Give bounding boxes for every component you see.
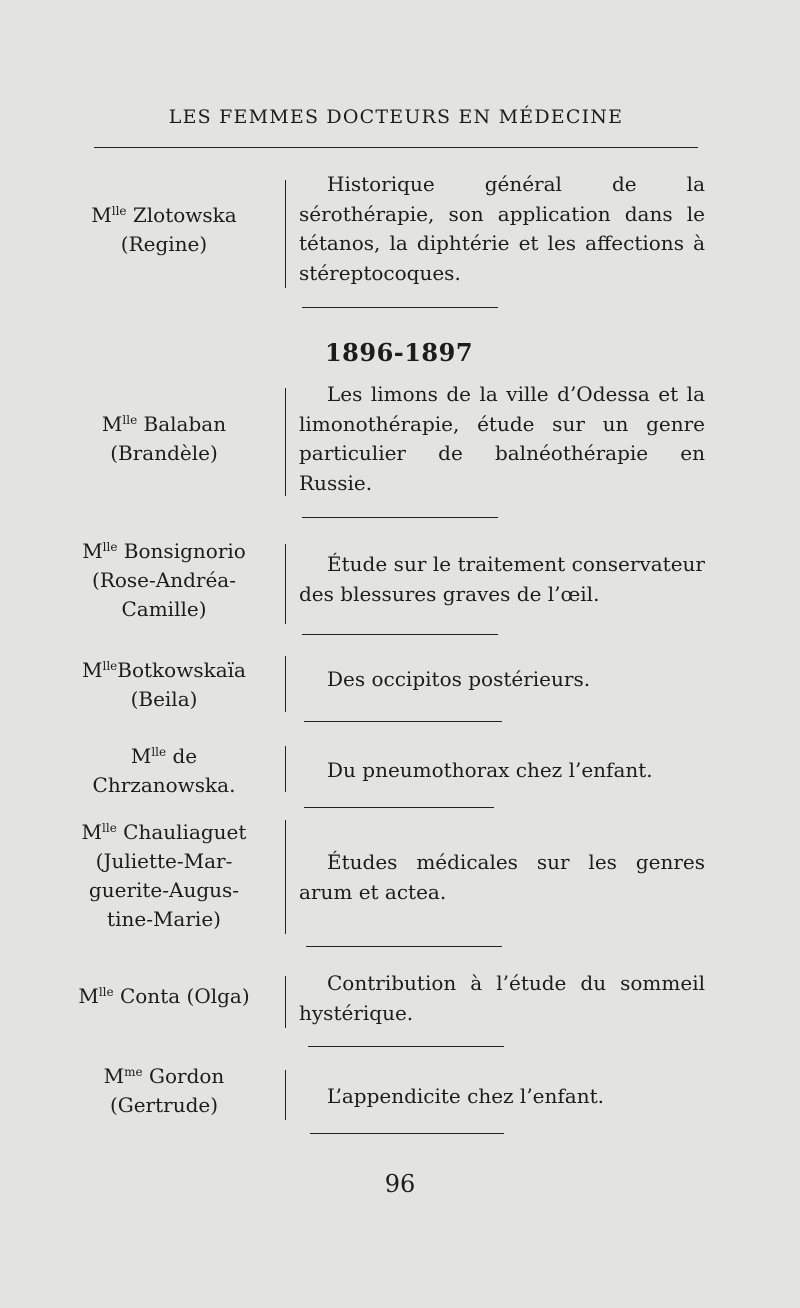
bracket-bar <box>285 1070 286 1120</box>
name-line: (Gertrude) <box>109 1093 219 1117</box>
separator-rule <box>306 946 502 947</box>
author-name <box>64 656 264 714</box>
bracket-bar <box>285 388 286 496</box>
thesis-title: Les limons de la ville d’Odessa et la limonothérapie, étude sur un genre particulier de balnéothérapie en Russie. <box>299 382 705 495</box>
bracket-bar <box>285 180 286 288</box>
separator-rule <box>304 721 502 722</box>
separator-rule <box>310 1133 504 1134</box>
name-title-sup: lle <box>102 540 118 554</box>
separator-rule <box>302 634 498 635</box>
header-rule <box>94 147 698 148</box>
name-line: (Brandèle) <box>110 441 218 465</box>
name-prefix: M <box>101 412 123 436</box>
name-line: de <box>166 744 198 768</box>
name-line: tine-Marie) <box>107 907 221 931</box>
name-prefix: M <box>91 203 112 227</box>
name-title-sup: lle <box>102 821 117 835</box>
name-prefix: M <box>81 820 103 844</box>
bracket-bar <box>285 976 286 1028</box>
separator-rule <box>302 517 498 518</box>
name-line: (Juliette-Mar- <box>95 849 233 873</box>
author-name <box>64 537 264 624</box>
name-line: guerite-Augus- <box>88 878 240 902</box>
name-prefix: M <box>82 539 103 563</box>
bracket-bar <box>285 656 286 712</box>
running-header: LES FEMMES DOCTEURS EN MÉDECINE <box>168 106 624 128</box>
name-line: Botkowskaïa <box>117 658 246 682</box>
name-prefix: M <box>82 658 103 682</box>
name-line: Camille) <box>121 597 207 621</box>
author-name <box>64 410 264 468</box>
name-line: Conta (Olga) <box>113 984 250 1008</box>
thesis-title: L’appendicite chez l’enfant. <box>327 1084 605 1108</box>
name-title-sup: lle <box>151 745 167 759</box>
thesis-title: Des occipitos postérieurs. <box>327 667 591 691</box>
name-line: Chauliaguet <box>116 820 247 844</box>
bracket-bar <box>285 544 286 624</box>
name-prefix: M <box>78 984 99 1008</box>
thesis-title: Contribution à l’étude du sommeil hystérique. <box>299 971 705 1025</box>
year-heading: 1896-1897 <box>324 338 474 367</box>
name-title-sup: lle <box>122 413 138 427</box>
author-name <box>64 1062 264 1120</box>
name-line: (Beila) <box>130 687 198 711</box>
name-line: Chrzanowska. <box>92 773 236 797</box>
author-name <box>64 982 264 1011</box>
name-line: Balaban <box>137 412 227 436</box>
thesis-title: Du pneumothorax chez l’enfant. <box>327 758 653 782</box>
name-line: Bonsignorio <box>117 539 246 563</box>
separator-rule <box>304 807 494 808</box>
bracket-bar <box>285 820 286 934</box>
author-name <box>64 742 264 800</box>
name-prefix: M <box>103 1064 125 1088</box>
name-line: Zlotowska <box>126 203 237 227</box>
thesis-title: Historique général de la sérothérapie, son application dans le tétanos, la diphtérie et les affections à stéreptocoques. <box>299 172 705 285</box>
name-title-sup: lle <box>98 985 114 999</box>
separator-rule <box>302 307 498 308</box>
thesis-title: Étude sur le traitement conservateur des blessures graves de l’œil. <box>299 552 705 606</box>
author-name <box>64 201 264 259</box>
page-number: 96 <box>384 1170 416 1198</box>
name-line: Gordon <box>142 1064 225 1088</box>
name-title-sup: lle <box>102 659 118 673</box>
name-title-sup: me <box>124 1065 143 1079</box>
author-name <box>64 818 264 934</box>
name-line: (Regine) <box>120 232 208 256</box>
bracket-bar <box>285 746 286 792</box>
thesis-title: Études médicales sur les genres arum et actea. <box>299 850 705 904</box>
name-line: (Rose-Andréa- <box>92 568 236 592</box>
name-prefix: M <box>130 744 152 768</box>
name-title-sup: lle <box>111 204 127 218</box>
separator-rule <box>308 1046 504 1047</box>
